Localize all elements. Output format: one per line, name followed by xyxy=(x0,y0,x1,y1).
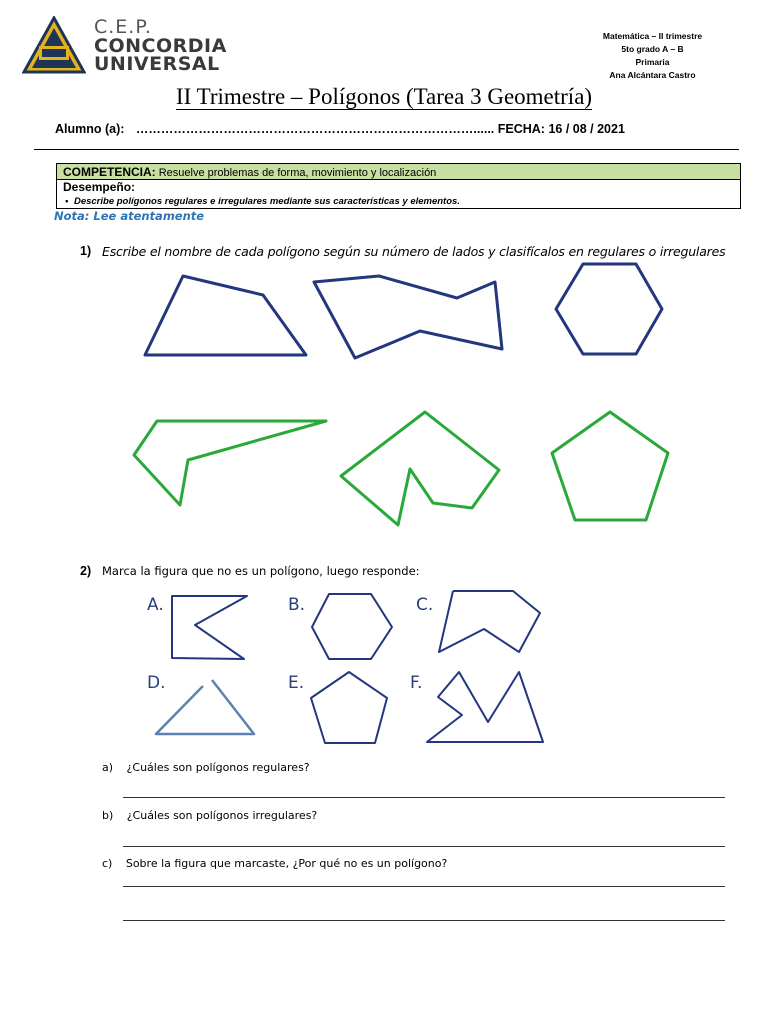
polygon-concave-shape xyxy=(341,412,499,525)
option-d-figure[interactable] xyxy=(156,680,254,734)
sub-b-letter: b) xyxy=(102,809,114,822)
sub-c-text: Sobre la figura que marcaste, ¿Por qué no es un polígono? xyxy=(125,857,448,870)
student-label: Alumno (a): xyxy=(55,122,125,136)
q2-number: 2) xyxy=(80,564,92,578)
sub-question-c xyxy=(102,857,447,870)
option-c-label: C. xyxy=(416,595,434,615)
info-subject: Matemática – II trimestre xyxy=(602,31,703,41)
option-d-label: D. xyxy=(147,673,166,693)
polygon-fish-shape xyxy=(314,276,502,358)
sub-c-letter: c) xyxy=(102,857,113,870)
option-c-figure[interactable] xyxy=(439,591,540,652)
answer-line-b[interactable] xyxy=(123,846,725,847)
option-b-label: B. xyxy=(288,595,306,615)
page-title: II Trimestre – Polígonos (Tarea 3 Geometría) xyxy=(175,84,593,109)
note: Nota: Lee atentamente xyxy=(54,209,205,223)
bullet-icon: • xyxy=(65,196,69,207)
q2-text: Marca la figura que no es un polígono, luego responde: xyxy=(102,564,420,578)
polygon-hexagon xyxy=(556,264,662,354)
logo-line-3: UNIVERSAL xyxy=(94,53,220,75)
option-f-figure[interactable] xyxy=(427,672,543,742)
sub-a-letter: a) xyxy=(102,761,114,774)
desempeno-text: Describe polígonos regulares e irregulares mediante sus características y elementos. xyxy=(73,196,460,207)
polygon-pentagon xyxy=(552,412,668,520)
competencia-label: COMPETENCIA: xyxy=(63,165,156,179)
answer-line-a[interactable] xyxy=(123,797,725,798)
option-e-label: E. xyxy=(288,673,305,693)
info-level: Primaria xyxy=(635,57,670,67)
option-a-figure[interactable] xyxy=(172,596,247,659)
polygon-trapezoid xyxy=(145,276,306,355)
sub-a-text: ¿Cuáles son polígonos regulares? xyxy=(126,761,310,774)
logo-line-1: C.E.P. xyxy=(94,16,152,38)
info-grade: 5to grado A – B xyxy=(621,44,684,54)
student-name-blank[interactable]: ………………………………………………………………………...... xyxy=(135,122,495,136)
option-a-label: A. xyxy=(147,595,164,615)
logo-line-2: CONCORDIA xyxy=(94,35,227,57)
competencia-text: Resuelve problemas de forma, movimiento y localización xyxy=(158,167,437,179)
sub-question-a xyxy=(102,761,310,774)
sub-b-text: ¿Cuáles son polígonos irregulares? xyxy=(126,809,318,822)
option-b-figure[interactable] xyxy=(312,594,392,659)
q1-text: Escribe el nombre de cada polígono según su número de lados y clasifícalos en regulares o irregulares xyxy=(102,244,726,259)
answer-line-c1[interactable] xyxy=(123,886,725,887)
option-e-figure[interactable] xyxy=(311,672,387,743)
q1-number: 1) xyxy=(80,244,92,258)
answer-line-c2[interactable] xyxy=(123,920,725,921)
info-teacher: Ana Alcántara Castro xyxy=(609,70,696,80)
desempeno-label: Desempeño: xyxy=(63,180,136,194)
sub-question-b xyxy=(102,809,317,822)
option-f-label: F. xyxy=(410,673,423,693)
date-value: 16 / 08 / 2021 xyxy=(548,122,625,136)
polygon-arrow-shape xyxy=(134,421,326,505)
date-label: FECHA: xyxy=(497,122,545,136)
